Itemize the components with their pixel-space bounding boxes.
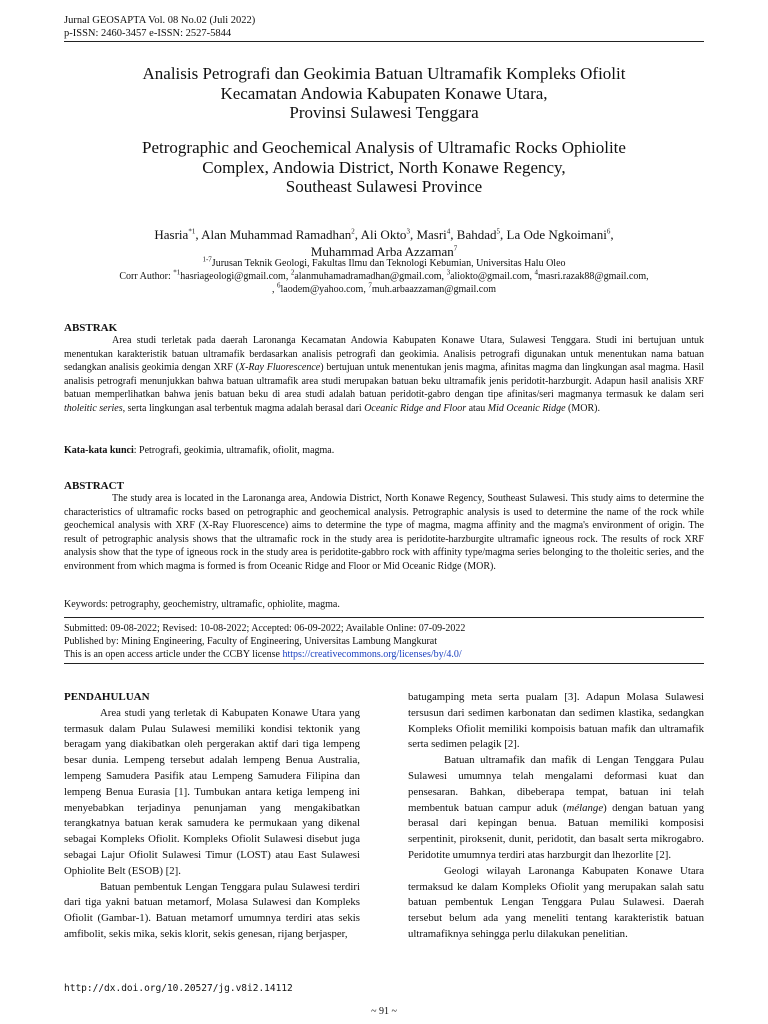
license-text: This is an open access article under the CCBY license <box>64 649 283 660</box>
body-left-column <box>64 690 360 943</box>
title-line: Petrographic and Geochemical Analysis of Ultramafic Rocks Ophiolite <box>142 138 626 157</box>
abstrak-text: atau <box>466 402 488 414</box>
email[interactable]: laodem@yahoo.com, <box>280 284 369 295</box>
author-name: Muhammad Arba Azzaman <box>310 244 454 259</box>
journal-issn: p-ISSN: 2460-3457 e-ISSN: 2527-5844 <box>64 28 232 39</box>
author-sup: 7 <box>453 244 458 253</box>
body-italic: mélange <box>566 801 604 814</box>
kata-kunci-text: : Petrografi, geokimia, ultramafik, ofiolit, magma. <box>133 445 335 456</box>
submission-dates: Submitted: 09-08-2022; Revised: 10-08-2022; Accepted: 06-09-2022; Available Online: 07-09-2022 <box>64 623 466 634</box>
abstrak-italic: Mid Oceanic Ridge <box>487 402 566 414</box>
article-info <box>64 622 704 661</box>
email[interactable]: hasriageologi@gmail.com, <box>180 271 291 282</box>
kata-kunci <box>64 444 704 457</box>
journal-name: Jurnal GEOSAPTA Vol. 08 No.02 (Juli 2022) <box>64 15 256 26</box>
author-name: , Masri <box>409 227 447 242</box>
body-right-column <box>408 690 704 943</box>
title-line: Analisis Petrografi dan Geokimia Batuan Ultramafik Kompleks Ofiolit <box>142 64 626 83</box>
author-sup: 5 <box>496 227 500 236</box>
email-sup: *1 <box>173 268 181 277</box>
corr-label: Corr Author: <box>119 271 174 282</box>
abstrak-text: ) bertujuan untuk menentukan jenis magma, afinitas magma dan lingkungan asal magma. Hasil analisis petrografi menunjukkan bahwa batuan ultramafik area studi merupakan batuan beku ultramafik jenis peridotit-harzburgit. Adapun hasil analisis XRF batuan memperlihatkan bahwa jenis batuan beku di area studi adalah batuan <box>64 362 704 400</box>
abstrak-text: (MOR). <box>565 402 600 414</box>
affiliation-sup: 1-7 <box>202 255 212 264</box>
title-line: Southeast Sulawesi Province <box>285 177 483 196</box>
license <box>64 648 704 661</box>
journal-header <box>64 14 255 40</box>
abstrak-text: XRF ( <box>213 362 239 373</box>
header-rule <box>64 41 704 42</box>
title-english <box>64 138 704 197</box>
author-sup: 2 <box>351 227 355 236</box>
email-sup: 7 <box>368 281 372 290</box>
abstrak-italic: X-Ray Fluorescence <box>238 362 321 373</box>
author-list <box>64 226 704 260</box>
title-line: Kecamatan Andowia Kabupaten Konawe Utara, <box>220 83 548 103</box>
body-paragraph: Geologi wilayah Laronanga Kabupaten Konawe Utara termaksud ke dalam Kompleks Ofiolit yang merupakan salah satu batuan pembentuk Lengan Tenggara Pulau Sulawesi. Daerah tersebut belum ada yang meneliti tentang karakteristik batuan ultramafiknya sehingga perlu dilakukan penelitian. <box>408 864 704 940</box>
abstrak-text: peridotit-gabro <box>390 389 451 400</box>
email[interactable]: masri.razak88@gmail.com, <box>538 271 649 282</box>
title-line: Complex, Andowia District, North Konawe Regency, <box>202 157 566 177</box>
email-sup: 2 <box>290 268 295 277</box>
affiliation <box>64 257 704 270</box>
email[interactable]: muh.arbaazzaman@gmail.com <box>371 284 496 295</box>
author-sup: *1 <box>188 227 196 236</box>
title-line: Provinsi Sulawesi Tenggara <box>289 103 479 122</box>
kata-kunci-label: Kata-kata kunci <box>64 445 134 456</box>
corr-separator: , <box>272 284 278 295</box>
email[interactable]: alanmuhamadramadhan@gmail.com, <box>294 271 447 282</box>
abstract-text: The study area is located in the Laronanga area, Andowia District, North Konawe Regency, Southeast Sulawesi. This study aims to determine the characteristics of ultramafic rocks based on petrographic and geochemical analysis. Petrographic analysis is used to determine the name of the rock while geochemical analysis with XRF (X-Ray Fluorescence) aims to determine the type of magma, magma affinity and the magma's environment of origin. The result of petrographic analysis shows that the ultramafic rock in the study area is peridotite-harzburgite ultramafic igneous rock. The results of rock XRF analysis show that the type of igneous rock in the study area is peridotite-gabbro rock with affinity type/magma series belonging to the tholeitic series, and the environment from which magma is formed is from Oceanic Ridge and Floor or Mid Oceanic Ridge (MOR). <box>64 493 704 572</box>
author-name: , Bahdad <box>450 227 497 242</box>
corresponding-authors <box>64 270 704 296</box>
doi-link[interactable]: http://dx.doi.org/10.20527/jg.v8i2.14112 <box>64 983 293 994</box>
author-sup: 6 <box>606 227 611 236</box>
email-sup: 4 <box>534 268 539 277</box>
author-name: , Ali Okto <box>354 227 407 242</box>
author-sup: 3 <box>406 227 410 236</box>
author-sup: 4 <box>446 227 451 236</box>
body-text: Batuan ultramafik dan mafik di Lengan Tenggara Pulau Sulawesi umumnya telah mengalami deformasi kuat dan pensesaran. Bahkan, dibeberapa tempat, batuan ini telah membentuk batuan campur aduk ( <box>408 754 704 814</box>
abstract-body <box>64 492 704 573</box>
email-sup: 6 <box>277 281 281 290</box>
abstrak-text: Area studi terletak pada daerah Laronanga Kecamatan Andowia Kabupaten Konawe Utara, Sulawesi Tenggara. Studi ini bertujuan untuk menentukan karakteristik batuan ultramafik berdasarkan analisis petrografi dan geokimia. Analisis petrografi digunakan untuk menentukan nama batuan sedangkan analisis geokimia dengan <box>64 335 704 373</box>
publisher: Published by: Mining Engineering, Faculty of Engineering, Universitas Lambung Mangkurat <box>64 636 437 647</box>
abstrak-italic: tholeitic series <box>64 402 123 414</box>
info-rule-bottom <box>64 663 704 664</box>
body-paragraph: Area studi yang terletak di Kabupaten Konawe Utara yang termasuk dalam Pulau Sulawesi memiliki kondisi tektonik yang beragam yang diakibatkan oleh pergerakan aktif dari tiga lempeng besar dunia. Lempeng tersebut adalah lempeng Benua Australia, lempeng Samudera Pasifik atau Lempeng Samudera Filipina dan lempeng Benua Eurasia [1]. Tumbukan antara ketiga lempeng ini menyebabkan terjadinya penunjaman yang mengakibatkan terangkatnya batuan kerak samudera ke permukaan yang dikenal sebagai Kompleks Ofiolit. Kompleks Ofiolit Sulawesi disebut juga sebagai Lajur Ofiolit Sulawesi Timur (LOST) atau East Sulawesi Ophiolite Belt (ESOB) [2]. <box>64 706 360 877</box>
author-name: , La Ode Ngkoimani <box>500 227 607 242</box>
page-number: ~ 91 ~ <box>371 1006 397 1017</box>
email[interactable]: aliokto@gmail.com, <box>450 271 535 282</box>
abstrak-italic: Oceanic Ridge and Floor <box>364 402 467 414</box>
title-indonesian <box>64 64 704 123</box>
abstrak-text: dengan tipe afinitas/seri magmanya termasuk ke dalam seri <box>450 389 704 400</box>
author-name: , Alan Muhammad Ramadhan <box>195 227 352 242</box>
info-rule-top <box>64 617 704 618</box>
affiliation-text: Jurusan Teknik Geologi, Fakultas Ilmu dan Teknologi Kebumian, Universitas Halu Oleo <box>211 258 566 269</box>
abstrak-heading: ABSTRAK <box>64 322 118 334</box>
author-separator: , <box>610 227 614 242</box>
abstrak-text: , serta lingkungan asal terbentuk magma adalah berasal dari <box>122 402 365 414</box>
body-text: ) dengan batuan yang berasal dari kepingan benua. Batuan memiliki komposisi serpentinit, piroksenit, dunit, peridotit, dan basalt serta mikrogabro. Peridotite umumnya terdiri atas harzburgit dan lhezorlite [2]. <box>408 801 705 861</box>
section-heading: PENDAHULUAN <box>64 691 150 703</box>
license-link[interactable]: https://creativecommons.org/licenses/by/4.0/ <box>282 649 462 660</box>
email-sup: 3 <box>446 268 451 277</box>
author-name: Hasria <box>154 227 189 242</box>
keywords: Keywords: petrography, geochemistry, ultramafic, ophiolite, magma. <box>64 599 340 610</box>
body-paragraph <box>408 753 704 864</box>
abstrak-body <box>64 334 704 415</box>
abstract-heading: ABSTRACT <box>64 480 124 492</box>
body-paragraph: batugamping meta serta pualam [3]. Adapun Molasa Sulawesi tersusun dari sedimen karbonatan dan sedimen klastika, sedangkan Kompleks Ofiolit memiliki kompoisis batuan mafik dan ultramafik serta sedimen pelagik [2]. <box>408 691 704 751</box>
body-paragraph: Batuan pembentuk Lengan Tenggara pulau Sulawesi terdiri dari tiga yakni batuan metamorf, Molasa Sulawesi dan Kompleks Ofiolit (Gambar-1). Batuan metamorf umumnya terdiri atas sekis amfibolit, sekis mika, sekis klorit, sekis genesan, rijang berjasper, <box>64 880 360 940</box>
